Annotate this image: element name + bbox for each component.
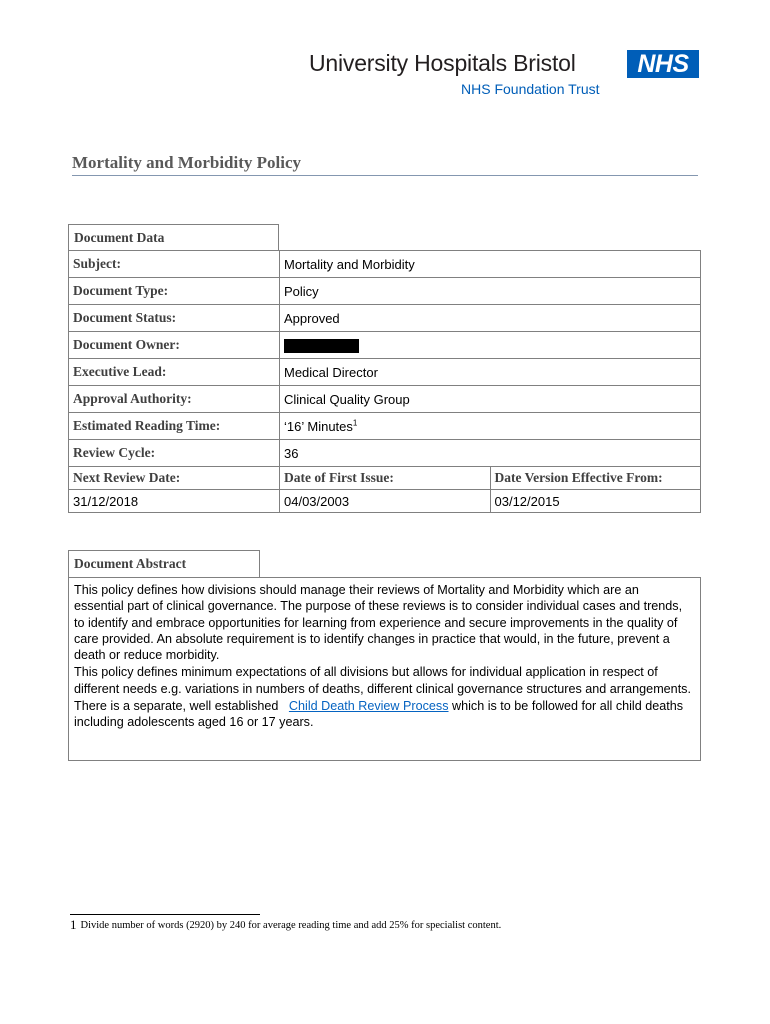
dates-value-row	[69, 490, 701, 513]
footnote	[70, 917, 710, 936]
table-row	[69, 278, 701, 305]
table-row	[69, 386, 701, 413]
effective-from-label: Date Version Effective From:	[490, 467, 701, 490]
abstract-text: There is a separate, well established	[74, 699, 279, 714]
row-label: Document Type:	[69, 278, 280, 305]
table-row	[69, 251, 701, 278]
nhs-logo: NHS	[627, 50, 699, 78]
effective-from-value: 03/12/2015	[490, 490, 701, 513]
row-value: 36	[280, 440, 701, 467]
header-brand	[309, 50, 704, 100]
document-data-table	[68, 250, 701, 513]
footnote-text: Divide number of words (2920) by 240 for average reading time and add 25% for specialist content.	[80, 920, 502, 931]
table-row	[69, 413, 701, 440]
reading-time-value: ‘16’ Minutes	[284, 418, 353, 434]
abstract-heading: Document Abstract	[68, 550, 260, 578]
next-review-value: 31/12/2018	[69, 490, 280, 513]
row-value: Clinical Quality Group	[280, 386, 701, 413]
next-review-label: Next Review Date:	[69, 467, 280, 490]
row-label: Subject:	[69, 251, 280, 278]
trust-name: NHS Foundation Trust	[461, 81, 600, 97]
abstract-text: which is to be followed for all child deaths including adolescents aged 16 or 17 years.	[74, 699, 684, 730]
footnote-divider	[70, 914, 260, 915]
row-value: Approved	[280, 305, 701, 332]
footnote-mark: 1	[70, 917, 77, 932]
table-row	[69, 359, 701, 386]
footnote-ref: 1	[352, 418, 358, 428]
row-label: Document Status:	[69, 305, 280, 332]
row-value	[280, 413, 701, 440]
row-value: Policy	[280, 278, 701, 305]
child-death-review-link[interactable]: Child Death Review Process	[288, 699, 449, 714]
redaction-bar	[284, 339, 359, 353]
first-issue-value: 04/03/2003	[280, 490, 491, 513]
row-value-redacted	[280, 332, 701, 359]
abstract-paragraph: This policy defines how divisions should manage their reviews of Mortality and Morbidity which are an essential part of clinical governance. The purpose of these reviews is to consider individual cases and trends, to identify and embrace opportunities for learning from experience and secure improvements in the quality of care provided. An absolute requirement is to identify changes in practice that would, in the future, prevent a death or reduce morbidity.	[74, 583, 683, 663]
row-label: Estimated Reading Time:	[69, 413, 280, 440]
abstract-paragraph	[74, 698, 692, 731]
row-value: Medical Director	[280, 359, 701, 386]
org-name: University Hospitals Bristol	[309, 50, 576, 76]
table-row	[69, 332, 701, 359]
row-label: Executive Lead:	[69, 359, 280, 386]
dates-header-row	[69, 467, 701, 490]
abstract-paragraph: This policy defines minimum expectations of all divisions but allows for individual application in respect of different needs e.g. variations in numbers of deaths, different clinical governance structures and arrangements.	[74, 665, 691, 696]
abstract-body	[68, 577, 701, 761]
table-row	[69, 440, 701, 467]
table-row	[69, 305, 701, 332]
page-title: Mortality and Morbidity Policy	[72, 153, 698, 176]
row-value: Mortality and Morbidity	[280, 251, 701, 278]
row-label: Review Cycle:	[69, 440, 280, 467]
first-issue-label: Date of First Issue:	[280, 467, 491, 490]
document-data-heading: Document Data	[68, 224, 279, 251]
row-label: Approval Authority:	[69, 386, 280, 413]
row-label: Document Owner:	[69, 332, 280, 359]
